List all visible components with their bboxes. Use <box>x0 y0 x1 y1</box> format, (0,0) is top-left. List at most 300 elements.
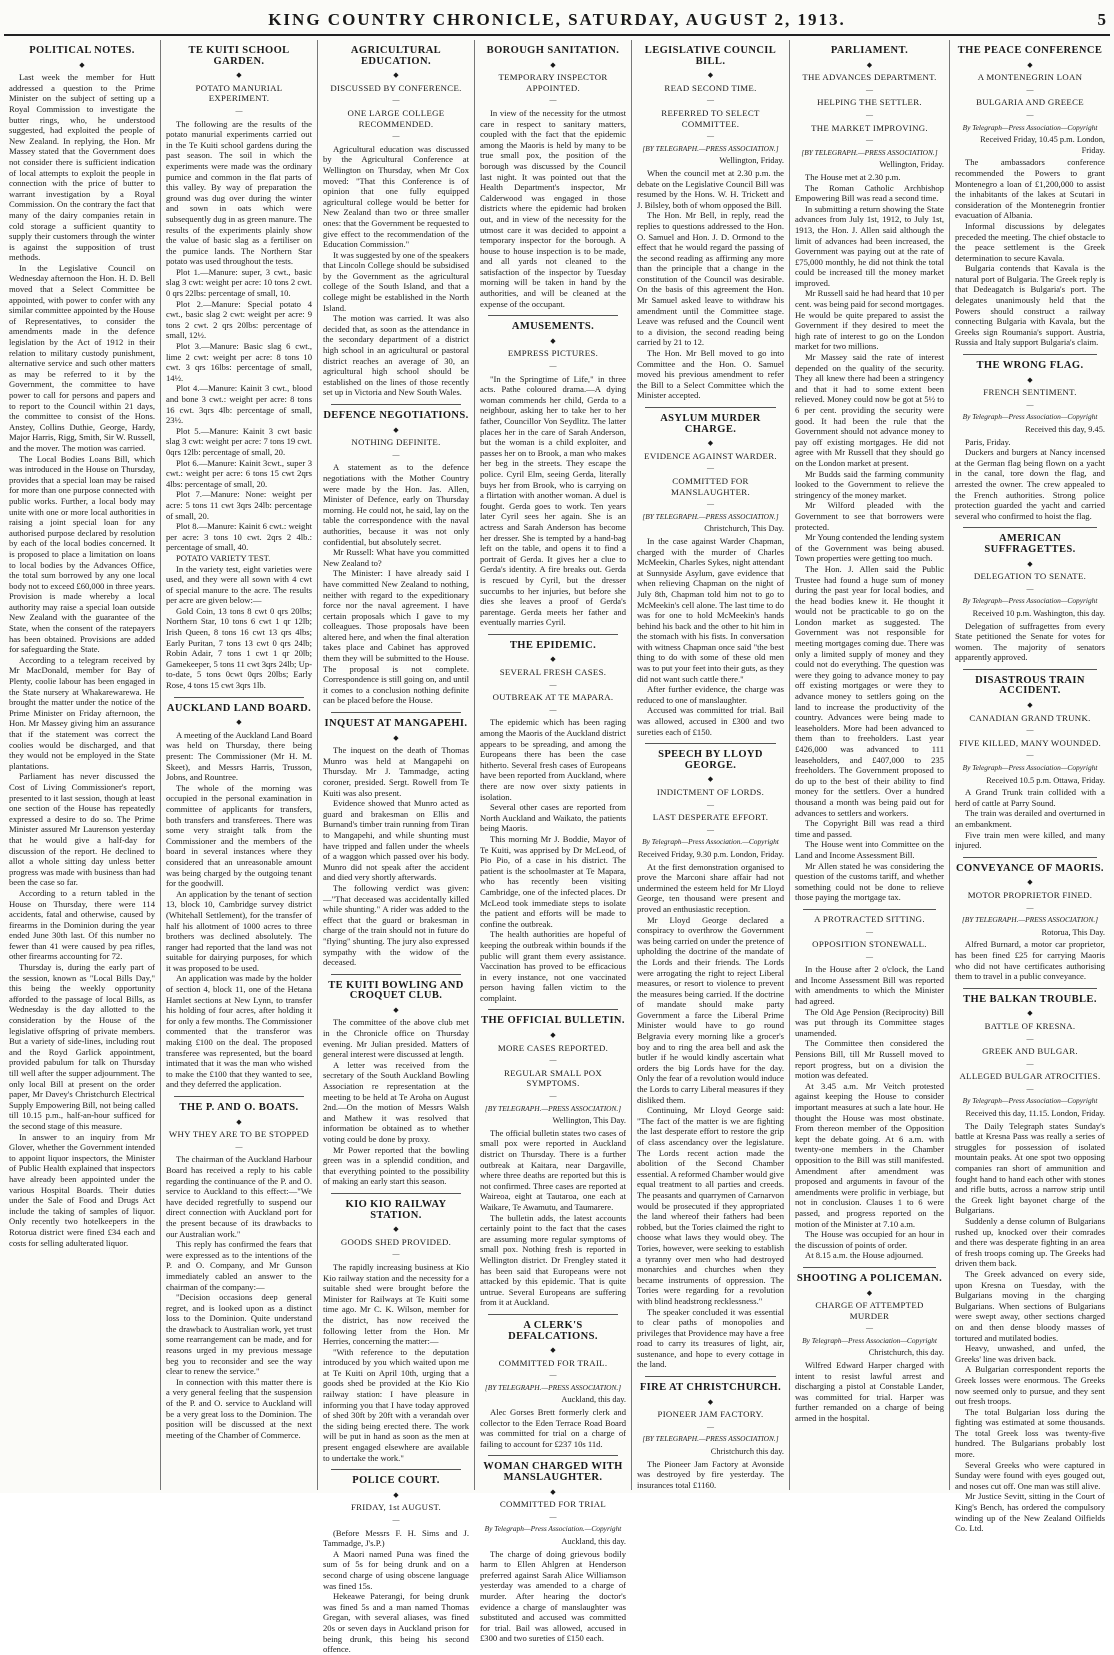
page-number: 5 <box>1097 10 1106 29</box>
article-headline: AMUSEMENTS. <box>511 321 595 333</box>
article <box>9 46 155 1248</box>
article-paragraph: "In the Springtime of Life," in three acts. Pathe coloured drama.—A dying woman commends her child, Gerda to a neighbour, asking her to take her to her father, Councillor Von Seydlitz. The latter places her in the care of Sarah Anderson, but the woman is a child exploiter, and passes her on to Brook, a man who makes her beg in the streets. They escape the police. Cyril Elm, seeing Gerda, literally buys her from Brook, who is carrying on a flirtation with another woman. A duel is fought. Gerda goes to work. Ten years later Cyril sees her again. She is an actress and Sarah Anderson has become her dresser. She is tempted by a hand-bag left on the table, and opens it to find a portrait of Gerda. It gives her a clue to Gerda's identity. A fire breaks out. Gerda is rescued by Cyril, but the dresser succumbs to her injuries, but before she dies she leaves a proof of Gerda's parentage. Gerda meets her father and eventually marries Cyril. <box>480 373 626 628</box>
article-paragraph: At 8.15 a.m. the House adjourned. <box>805 1250 924 1261</box>
article-headline: A CLERK'S DEFALCATIONS. <box>508 1319 598 1342</box>
article-divider <box>331 974 461 975</box>
article-divider <box>331 1469 461 1470</box>
subheading-rule: — <box>392 96 400 105</box>
press-credit: [BY TELEGRAPH.—PRESS ASSOCIATION.] <box>961 915 1099 925</box>
article-headline: TE KUITI BOWLING AND CROQUET CLUB. <box>328 979 464 1002</box>
article <box>480 1314 626 1450</box>
article-paragraph: The Hon. Mr Bell, in reply, read the replies to questions addressed to the Hon. O. Samuel and Hon. J. D. Ormond to the effect that he would regard the passing of the second reading as affirming any more than the principle that a change in the constitution of the Council was desirable. On the basis of this agreement the Hon. Mr Samuel asked leave to withdraw his amendment until the Committee stage. Leave was refused and the Council went to a division, the second reading being carried by 21 to 12. <box>637 210 784 348</box>
article-paragraph: Paris, Friday. <box>965 436 1011 447</box>
subheading-rule: — <box>549 680 557 689</box>
article <box>480 315 626 628</box>
article-paragraph: The whole of the morning was occupied in the personal examination in committee of applicants for transfers, both transfers and transferees. There was some very straight talk from the Commissioner and the members of the board in several instances where they considered that an unreasonable amount was being charged by the outgoing tenant for the goodwill. <box>166 782 312 889</box>
press-credit: By Telegraph—Press Association—Copyright <box>962 596 1098 606</box>
article-paragraph: Accused was committed for trial. Bail was allowed, accused in £300 and two sureties each of £150. <box>637 705 784 737</box>
article-subheading: SEVERAL FRESH CASES. <box>499 667 607 678</box>
article-paragraph: Mr Budds said the farming community looked to the Government to relieve the stringency of the money market. <box>795 468 944 500</box>
article <box>637 46 784 401</box>
article-paragraph: According to a telegram received by Mr MacDonald, member for Bay of Plenty, coolie labour has been engaged in the State nursery at Whakarewarewa. He brought the matter under the notice of the Prime Minister on Friday afternoon, the Hon. Mr Massey giving him an assurance that if the statement was correct the coolies would be discharged, and that they would not be employed in the State plantations. <box>9 654 155 771</box>
dateline: Wellington, This Day. <box>552 1116 626 1126</box>
article <box>323 404 469 706</box>
article-paragraph: Evidence showed that Munro acted as guard and brakesman on Ellis and Burnand's timber train running from Tiran to Mangapehi, and while shunting must have tripped and fallen under the wheels of a waggon which passed over his body. Munro did not speak after the accident and died very shortly afterwards. <box>323 798 469 883</box>
article-divider <box>488 1455 618 1456</box>
article-headline: FIRE AT CHRISTCHURCH. <box>639 1382 782 1394</box>
article-headline: AGRICULTURAL EDUCATION. <box>350 45 442 67</box>
press-credit: By Telegraph—Press Association—Copyright <box>962 1096 1098 1106</box>
dateline: Received 10.5 p.m. Ottawa, Friday. <box>986 775 1105 785</box>
subheading-rule: — <box>866 927 873 936</box>
article-subheading: POTATO MANURIAL EXPERIMENT. <box>195 82 283 104</box>
article-paragraph: Gold Coin, 13 tons 8 cwt 0 qrs 20lbs; Northern Star, 10 tons 6 cwt 1 qr 12lb; Irish Queen, 8 tons 16 cwt 13 qrs 4lbs; Early Puritan, 7 tons 13 cwt 0 qrs 24lb; Robin Adair, 7 tons 1 cwt 1 qr 20lb; Gamekeeper, 5 tons 11 cwt 3qrs 24lb; Up-to-date, 5 tons 0cwt 0qrs 20lbs; Early Rose, 4 tons 15 cwt 3qrs 1lb. <box>166 605 312 691</box>
article-paragraph: In the variety test, eight varieties were used, and they were all sown with 4 cwt of special manure to the acre. The results per acre are given below:— <box>166 563 312 606</box>
article-paragraph: Wilfred Edward Harper charged with intent to resist lawful arrest and discharging a pistol at Constable Lander, was committed for trial. Harper was further remanded on a charge of being armed in the hospital. <box>795 1360 944 1424</box>
dateline: Auckland, this day. <box>561 1537 626 1546</box>
article-paragraph: A Maori named Puna was fined the sum of 5s for being drunk and on a second charge of using obscene language was fined 15s. <box>323 1548 469 1591</box>
article-paragraph: The committee of the above club met in the Chronicle office on Thursday evening. Mr Julian presided. Matters of general interest were discussed at length. <box>323 1017 469 1060</box>
article-headline: PARLIAMENT. <box>830 45 909 56</box>
subheading-rule: — <box>866 85 873 94</box>
article-paragraph: Several other cases are reported from North Auckland and Waikato, the patients being Maoris. <box>480 802 626 834</box>
article-divider <box>331 712 461 713</box>
article-paragraph: In the House after 2 o'clock, the Land and Income Assessment Bill was reported with amendments to which the Minister had agreed. <box>795 964 944 1007</box>
article <box>480 46 626 309</box>
article-paragraph: In answer to an inquiry from Mr Glover, whether the Government intended to appoint liquor inspectors, the Minister of Public Health explained that inspectors have already been appointed under the various Hospital Boards. Their duties under the Sale of Food and Drugs Act include the taking of samples of liquor. Only recently two hotelkeepers in the Rotorua district were fined £34 each and costs for selling adulterated liquor. <box>9 1131 155 1248</box>
article-subheading: EMPRESS PICTURES. <box>507 348 599 359</box>
article-divider <box>331 404 461 405</box>
article-paragraph: Mr Lloyd George declared a conspiracy to overthrow the Government was being carried on under the pretence of upholding the doctrine of the mandate of the Lords and their friends. The Lords were arrogating the right to reject Liberal measures, or resort to violence to prevent the measures being carried. If the doctrine of mandate should make party Government a farce the Liberal Prime Minister would have to go round Belgravia every morning like a grocer's boy and to ring the area bell and ask the butler if he would kindly ascertain what orders the big Lords have for the day. Only the fear of a revolution would induce the Lords to carry Liberal measures if they disliked them. <box>637 914 784 1105</box>
article <box>955 46 1105 348</box>
subheading-rule: — <box>549 362 557 371</box>
article <box>323 1193 469 1463</box>
article-paragraph: Plot 3.—Manure: Basic slag 6 cwt., lime 2 cwt: weight per acre: 8 tons 10 cwt. 3 qrs 16lbs: percentage of small, 14½. <box>166 341 312 383</box>
article-subheading: REGULAR SMALL POX SYMPTOMS. <box>503 1067 603 1089</box>
article-paragraph: The House met at 2.30 p.m. <box>805 171 901 182</box>
article-headline: POLITICAL NOTES. <box>29 45 135 56</box>
subheading-rule: — <box>1026 110 1034 119</box>
article-paragraph: The Greek advanced on every side, upon Kresna on Tuesday, with the Bulgarians moving in the charging Bulgarians. When sections of Bulgarians were swept away, other sections charged on and then dense bloody masses of tortured and mutilated bodies. <box>955 1268 1105 1343</box>
article-paragraph: Alec Gorses Brett formerly clerk and collector to the Eden Terrace Road Board was committed for trial on a charge of failing to account for £237 10s 11d. <box>480 1407 626 1449</box>
article-subheading: A PROTRACTED SITTING. <box>814 913 925 924</box>
article <box>480 1455 626 1644</box>
headline-ornament: ◆ <box>1027 878 1033 887</box>
article-subheading: OUTBREAK AT TE MAPARA. <box>492 692 614 703</box>
headline-ornament: ◆ <box>1027 60 1033 69</box>
article-paragraph: The charge of doing grievous bodily harm to Ellen Ahlgren at Henderson preferred against Sarah Alice Williamson yesterday was amended to a charge of murder. After hearing the doctor's evidence a charge of manslaughter was substituted and accused was committed for trial. Bail was allowed, accused in £300 and two sureties of £150 each. <box>480 1548 626 1644</box>
dateline: Auckland, this day. <box>561 1395 626 1405</box>
article-subheading: FRENCH SENTIMENT. <box>983 387 1077 398</box>
column-4 <box>475 40 632 1644</box>
article-subheading: GREEK AND BULGAR. <box>982 1046 1078 1057</box>
subheading-rule: — <box>1026 1034 1034 1043</box>
dateline: Wellington, Friday. <box>879 160 944 170</box>
dateline: Christchurch this day. <box>710 1447 784 1457</box>
subheading-rule: — <box>707 132 714 141</box>
press-credit: [BY TELEGRAPH.—PRESS ASSOCIATION.] <box>484 1103 622 1113</box>
subheading-rule: — <box>1026 726 1034 735</box>
headline-ornament: ◆ <box>866 1288 873 1297</box>
article <box>955 669 1105 851</box>
article-subheading: THE ADVANCES DEPARTMENT. <box>802 72 937 83</box>
dateline: Received 10 p.m. Washington, this day. <box>972 608 1105 618</box>
article-paragraph: (Before Messrs F. H. Sims and J. Tammadge, J's.P.) <box>323 1527 469 1549</box>
article-subheading: EVIDENCE AGAINST WARDER. <box>644 450 777 461</box>
press-credit: [BY TELEGRAPH.—PRESS ASSOCIATION.] <box>642 511 779 521</box>
article-subheading: ALLEGED BULGAR ATROCITIES. <box>959 1071 1101 1082</box>
masthead-rule <box>4 34 1110 36</box>
subheading-rule: — <box>549 705 557 714</box>
article-paragraph: The House was occupied for an hour in the discussion of points of order. <box>795 1229 944 1250</box>
subheading-rule: — <box>707 1422 714 1431</box>
article-headline: THE WRONG FLAG. <box>976 360 1084 372</box>
press-credit: By Telegraph—Press Association—Copyright <box>962 763 1098 773</box>
article-paragraph: After further evidence, the charge was reduced to one of manslaughter. <box>637 684 784 705</box>
article-divider <box>174 1096 304 1097</box>
article-paragraph: Plot 8.—Manure: Kainit 6 cwt.: weight per acre: 3 tons 10 cwt. 2qrs 2 4lb.: percentage of small, 40. <box>166 521 312 553</box>
article-subheading: DELEGATION TO SENATE. <box>973 571 1087 582</box>
article-divider <box>963 669 1097 670</box>
headline-ornament: ◆ <box>393 733 399 742</box>
article-paragraph: The House went into Committee on the Land and Income Assessment Bill. <box>795 839 944 860</box>
article-subheading: COMMITTED FOR MANSLAUGHTER. <box>671 475 750 497</box>
article-paragraph: The Hon. J. Allen said the Public Trustee had found a huge sum of money during the past year for local bodies, and the head bodies knew it. He thought it would not be practicable to go on the London market as suggested. The Government was not responsible for meeting mortgages coming due. There was only a limited supply of money and they could not do everything. The question was were they going to advance money to pay off existing mortgages or were they to advance money to settlers going on the land to increase the productivity of the country. Advances were being made to leaseholders. More had been advanced to them than to freeholders. Last year £426,000 was advanced to 111 leaseholders, and £407,000 to 235 freeholders. The Government proposed to do up to the best of their ability to find money for the settlers. Over a hundred thousand a month was being paid out for advances to settlers and workers. <box>795 563 944 818</box>
subheading-rule: — <box>549 1371 557 1380</box>
article-divider <box>488 315 618 316</box>
article-paragraph: Plot 4.—Manure: Kainit 3 cwt., blood and bone 3 cwt.: weight per acre: 8 tons 16 cwt. 3qrs 4lb: percentage of small, 23½. <box>166 383 312 426</box>
column-7 <box>950 40 1110 1534</box>
article-subheading: COMMITTED FOR TRIAL <box>499 1499 607 1510</box>
subheading-rule: — <box>707 800 714 809</box>
headline-ornament: ◆ <box>550 1346 556 1355</box>
article-divider <box>963 857 1097 858</box>
article-headline: INQUEST AT MANGAPEHI. <box>324 718 468 730</box>
article-paragraph: The following verdict was given:—"That deceased was accidentally killed while shunting." A rider was added to the effect that the guard or brakesman in charge of the train should not in future do "flying" shunting. The jury also expressed sympathy with the widow of the deceased. <box>323 882 469 968</box>
article <box>637 407 784 737</box>
article-paragraph: An application was made by the holder of section 4, block 11, one of the Hetana Hamlet sections at New Lynn, to transfer his holding of four acres, after holding it for only a few months. The Commissioner commented that the transferor was making £100 on the deal. The proposed transferee was represented, but the board intimated that it was the man who wished to make the £100 that they wanted to see, and they deferred the application. <box>166 973 312 1090</box>
press-credit: By Telegraph—Press Association—Copyright <box>962 412 1098 422</box>
article-paragraph: The Hon. Mr Bell moved to go into Committee and the Hon. O. Samuel moved his previous amendment to refer the Bill to a Select Committee which the Minister accepted. <box>637 348 784 401</box>
article-headline: DISASTROUS TRAIN ACCIDENT. <box>975 674 1085 697</box>
column-5 <box>632 40 790 1490</box>
article-subheading: PIONEER JAM FACTORY. <box>657 1409 764 1420</box>
article-paragraph: The Copyright Bill was read a third time and passed. <box>795 818 944 839</box>
article-paragraph: According to a return tabled in the House on Thursday, there were 114 accidents, fatal and otherwise, caused by firearms in the Dominion during the year ended June 30th last. Of this number no fewer than 41 were caused by pea rifles, other firearms accounting for 72. <box>9 887 155 962</box>
article-paragraph: In the Legislative Council on Wednesday afternoon the Hon. H. D. Bell moved that a Select Committee be appointed, with power to confer with any similar committee appointed by the House of Representatives, to consider the amendments made in the defence legislation by the Act of 1912 in their relation to military custody punishment, alternative service and such other matters as may be referred to it by the Government, the committee to have power to call for persons and papers and to report to the Council within 21 days, the committee to consist of the Hons. Anstey, Collins Duthie, George, Hardy, Major Harris, Rigg, Smith, Sir W. Russell, and the mover. The motion was carried. <box>9 262 155 453</box>
headline-ornament: ◆ <box>707 71 714 80</box>
article-divider <box>174 697 304 698</box>
press-credit: [BY TELEGRAPH.—PRESS ASSOCIATION.] <box>801 147 938 157</box>
subheading-rule: — <box>235 1142 243 1151</box>
subheading-rule: — <box>707 825 714 834</box>
headline-ornament: ◆ <box>393 1490 399 1499</box>
article <box>955 527 1105 663</box>
article-paragraph: The train was derailed and overturned in an embankment. <box>955 808 1105 829</box>
article <box>795 1267 944 1424</box>
article-paragraph: Plot 2.—Manure: Special potato 4 cwt., basic slag 2 cwt: weight per acre: 9 tons 2 cwt. 2 qrs 20lbs: percentage of small, 12½. <box>166 298 312 341</box>
article <box>637 1376 784 1490</box>
article-paragraph: Alfred Burnard, a motor car proprietor, has been fined £25 for carrying Maoris who did not have certificates authorising them to travel in a public conveyance. <box>955 939 1105 982</box>
article <box>955 857 1105 982</box>
press-credit: [BY TELEGRAPH.—PRESS ASSOCIATION.] <box>484 1382 622 1392</box>
subheading-rule: — <box>866 952 873 961</box>
article <box>166 1096 312 1440</box>
article-paragraph: The following are the results of the potato manurial experiments carried out in the Te Kuiti school gardens during the past season. The soil in which the experiments were made was the ordinary pumice and common in the flat parts of this valley. By way of preparation the ground was dug over during the winter and sown in oats which were subsequently dug in as green manure. The results of the experiments plainly show the value of basic slag as a fertiliser on the pumice lands. The Northern Star potato was used throughout the tests. <box>166 118 312 267</box>
subheading-rule: — <box>392 1516 400 1524</box>
article <box>955 354 1105 521</box>
article-paragraph: Plot 7.—Manure: None: weight per acre: 5 tons 11 cwt 3qrs 24lb: percentage of small, 20. <box>166 489 312 521</box>
article <box>323 46 469 398</box>
article-paragraph: It was suggested by one of the speakers that Lincoln College should be subsidised by the Government as the agricultural college of the South Island, and that a college might be established in the North Island. <box>323 249 469 313</box>
article-paragraph: Five train men were killed, and many injured. <box>955 829 1105 851</box>
article-divider <box>488 634 618 635</box>
headline-ornament: ◆ <box>1027 1009 1033 1018</box>
headline-ornament: ◆ <box>707 439 714 448</box>
article-divider <box>963 988 1097 989</box>
article <box>480 634 626 1004</box>
column-2 <box>161 40 318 1490</box>
article-paragraph: Suddenly a dense column of Bulgarians rushed up, knocked over their comrades and there was desperate fighting in an area of fresh troops coming up. The Greeks had driven them back. <box>955 1216 1105 1269</box>
article-paragraph: Mr Allen stated he was considering the question of the customs tariff, and whether something could not be done to relieve those paying the mortgage tax. <box>795 860 944 903</box>
article-headline: TE KUITI SCHOOL GARDEN. <box>188 45 290 67</box>
subheading-rule: — <box>1026 1084 1034 1093</box>
article-paragraph: Thursday is, during the early part of the session, known as "Local Bills Day," this being the weekly opportunity afforded to the passage of local Bills, as Wednesday is the day allotted to the consideration by the House of the legislative offspring of private members. But a variety of side-lines, including rout and the Royd Garlick appointment, provided pabulum for talk on Thursday till well after the supper adjournment. The only local Bill at present on the order paper, Mr Davey's Christchurch Electrical Supply Empowering Bill, not being called till 10.15 p.m., half-an-hour sufficed for the second stage of this measure. <box>9 962 155 1131</box>
subheading-rule: — <box>707 96 714 105</box>
article-subheading: HELPING THE SETTLER. <box>817 97 922 108</box>
article-subheading: WHY THEY ARE TO BE STOPPED <box>168 1129 310 1140</box>
article-paragraph: A Bulgarian correspondent reports the Greek losses were enormous. The Greeks now seemed only to pursue, and they sent out fresh troops. <box>955 1364 1105 1407</box>
subheading-rule: — <box>866 110 873 119</box>
dateline: Received Friday, 9.30 p.m. London, Friday. <box>637 849 784 859</box>
article <box>323 974 469 1187</box>
masthead <box>0 0 1114 40</box>
dateline: Received this day, 11.15. London, Friday. <box>965 1109 1105 1119</box>
article-paragraph: Heavy, unwashed, and unfed, the Greeks' line was driven back. <box>955 1343 1105 1364</box>
article-divider <box>645 407 776 408</box>
article-headline: THE PEACE CONFERENCE <box>957 45 1103 56</box>
subheading-rule: — <box>392 1250 400 1259</box>
subheading-rule: — <box>549 96 557 105</box>
column-6 <box>790 40 950 1490</box>
subheading-rule: — <box>866 136 873 145</box>
press-credit: [BY TELEGRAPH.—PRESS ASSOCIATION.] <box>642 1434 779 1444</box>
headline-ornament: ◆ <box>550 1487 556 1496</box>
article-paragraph: An application by the tenant of section 13, block 10, Cambridge survey district (Whitehall Settlement), for the transfer of half his allotment of 1000 acres to three brothers was declined absolutely. The ranger had reported that the land was not suitable for dairying purposes, for which it was proposed to be used. <box>166 888 312 973</box>
article-paragraph: The Local Bodies Loans Bill, which was introduced in the House on Thursday, provides that a special loan may be raised for more than one purpose connected with public works. Further, a local body may unite with one or more local authorities in raising a joint special loan for any authorised purpose declared by resolution by each of the local bodies concerned. It is proposed to place a limitation on loans to local bodies by the Advances Office, the total sum borrowed by any one local body not to exceed £60,000 in three years. Provision is made whereby a local authority may raise a special loan outside New Zealand with the guarantee of the State, when the consent of the ratepayers has been obtained. Provisions are added for safeguarding the State. <box>9 453 155 655</box>
article-paragraph: A meeting of the Auckland Land Board was held on Thursday, there being present: The Commissioner (Mr H. M. Skeet), and Messrs Harris, Trusson, Jobns, and Rountree. <box>166 729 312 783</box>
headline-ornament: ◆ <box>393 425 399 434</box>
article-paragraph: This morning Mr J. Boddie, Mayor of Te Kuiti, was apprised by Dr McLeod, of Pio Pio, of a case in his district. The patient is the schoolmaster at Te Mapara, who has recently been visiting Cambridge, one of the infected places. Dr McLeod took immediate steps to isolate the patient and efforts will be made to confine the outbreak. <box>480 833 626 929</box>
subheading-rule: — <box>392 450 400 459</box>
article-paragraph: Mr Wilford pleaded with the Government to see that borrowers were protected. <box>795 500 944 532</box>
article <box>166 697 312 1090</box>
headline-ornament: ◆ <box>1027 559 1033 568</box>
headline-ornament: ◆ <box>550 655 556 664</box>
article-subheading: GOODS SHED PROVIDED. <box>340 1236 452 1247</box>
article-paragraph: Mr Young contended the lending system of the Government was being abused. Town properties were getting too much. <box>795 532 944 564</box>
article-subheading: ONE LARGE COLLEGE RECOMMENDED. <box>347 107 445 129</box>
article-headline: THE P. AND O. BOATS. <box>179 1102 299 1113</box>
article-headline: THE OFFICIAL BULLETIN. <box>481 1015 625 1027</box>
article-paragraph: In view of the necessity for the utmost care in respect to sanitary matters, coupled with the fact that the epidemic among the Maoris is held by many to be true small pox, the position of the borough was discussed by the Council last night. It was pointed out that the Health Department's inspector, Mr Calderwood was engaged in those districts where the epidemic had broken out, and in view of the necessity for the utmost care it was decided to appoint a temporary inspector for the borough. A house to house inspection is to be made, and all yards not cleaned to the satisfaction of the inspector by Tuesday morning will be taken in hand by the authorities, and will be cleaned at the expense of the occupant. <box>480 107 626 309</box>
article-divider <box>645 1376 776 1377</box>
article <box>480 1009 626 1307</box>
article-headline: AUCKLAND LAND BOARD. <box>166 702 312 714</box>
headline-ornament: ◆ <box>393 1225 399 1234</box>
article-subheading: INDICTMENT OF LORDS. <box>656 787 765 797</box>
article-headline: BOROUGH SANITATION. <box>486 45 620 56</box>
article-paragraph: Mr Massey said the rate of interest depended on the quality of the security. They all knew there had been a stringency and that it had to some extent been relieved. Money could now be got at 5½ to 6 per cent. providing the security were good. It had been the rule that the Government should not advance money to pay off existing mortgages. He did not agree with Mr Russell that they should go on the London market at present. <box>795 352 944 468</box>
article-divider <box>963 354 1097 355</box>
article-divider <box>803 909 936 910</box>
subheading-rule: — <box>549 1512 557 1521</box>
article-paragraph: Mr Russell: What have you committed New Zealand to? <box>323 547 469 568</box>
article-subheading: FRIDAY, 1st AUGUST. <box>350 1502 442 1513</box>
article-headline: WOMAN CHARGED WITH MANSLAUGHTER. <box>483 1461 623 1484</box>
article-paragraph: Plot 5.—Manure: Kainit 3 cwt basic slag 3 cwt: weight per acre: 7 tons 19 cwt. 0qrs 12lb: percentage of small, 20. <box>166 425 312 457</box>
article-paragraph: Delegation of suffragettes from every State petitioned the Senate for votes for women. The majority of senators apparently approved. <box>955 620 1105 663</box>
article <box>637 743 784 1370</box>
article-paragraph: In submitting a return showing the State advances from July 1st, 1912, to July 1st, 1913, the Hon. J. Allen said although the limit of advances had been increased, the Government was paying out at the rate of £75,000 monthly, he did not think the total could be increased till the money market improved. <box>795 203 944 288</box>
article <box>323 712 469 968</box>
article-subheading: BATTLE OF KRESNA. <box>984 1020 1076 1031</box>
dateline: Christchurch, this day. <box>868 1348 944 1358</box>
article-paragraph: The Roman Catholic Archbishop Empowering Bill was read a second time. <box>795 182 944 204</box>
article-paragraph: "Decision occasions deep general regret, and is looked upon as a distinct loss to the Dominion. Quite understand the drawback to Australian work, yet trust some rearrangement can be made, and for reasons urged in my previous message beg you to reconsider and see the way clear to renew the service." <box>166 1292 312 1377</box>
article-divider <box>488 1314 618 1315</box>
headline-ornament: ◆ <box>1027 701 1033 710</box>
article-paragraph: This reply has confirmed the fears that were expressed as to the intentions of the P. and O. Company, and Mr Gunson immediately cabled an answer to the chairman of the company:— <box>166 1239 312 1292</box>
subheading-rule: — <box>549 1056 557 1065</box>
article-paragraph: Mr Power reported that the bowling green was in a splendid condition, and that everything pointed to the possibility of making an early start this season. <box>323 1144 469 1187</box>
headline-ornament: ◆ <box>236 1117 242 1126</box>
article-paragraph: "With reference to the deputation introduced by you which waited upon me at Te Kuiti on April 10th, urging that a goods shed be provided at the Kio Kio railway station: I have pleasure in informing you that I have today approved of shed 30ft by 20ft with a verandah over the siding being erected there. The work will be put in hand as soon as the men at present engaged elsewhere are available to undertake the work." <box>323 1346 469 1463</box>
press-credit: By Telegraph—Press Association—Copyright <box>802 1335 937 1345</box>
press-credit: By Telegraph—Press Association.—Copyright <box>642 837 779 847</box>
article-paragraph: A letter was received from the secretary of the South Auckland Bowling Association re representation at the meeting to be held at Te Aroha on August 2nd.—On the motion of Messrs Walsh and Mathew it was resolved that information be obtained as to whether voting could be done by proxy. <box>323 1059 469 1144</box>
headline-ornament: ◆ <box>866 60 873 69</box>
headline-ornament: ◆ <box>79 60 85 69</box>
subheading-rule: — <box>235 106 243 115</box>
article-subheading: MOTOR PROPRIETOR FINED. <box>967 889 1093 900</box>
article-subheading: A MONTENEGRIN LOAN <box>977 72 1083 83</box>
article <box>323 1469 469 1655</box>
headline-ornament: ◆ <box>550 1031 556 1040</box>
article-paragraph: The Pioneer Jam Factory at Avonside was destroyed by fire yesterday. The insurances total £1160. <box>637 1458 784 1490</box>
article-divider <box>645 743 776 744</box>
article <box>795 46 944 903</box>
article-headline: SPEECH BY LLOYD GEORGE. <box>658 749 763 771</box>
article-subheading: MORE CASES REPORTED. <box>497 1042 609 1053</box>
article-paragraph: At 3.45 a.m. Mr Veitch protested against keeping the House to consider important measures at such a late hour. He thought the House was most obstinate. From thereon member of the Opposition kept the debate going. At 6 a.m. with twenty-one members in the Chamber opposition to the Bill was still manifested. Amendment after amendment was proposed and arguments in favour of the amendments were prolific in verbiage, but not in conclusion. Clauses 1 to 6 were passed, and progress reported on the motion of the Minister at 7.10 a.m. <box>795 1080 944 1229</box>
article-subheading: BULGARIA AND GREECE <box>976 97 1084 108</box>
article-paragraph: Plot 6.—Manure: Kainit 3cwt., super 3 cwt.: weight per acre: 6 tons 15 cwt 2qrs 4lbs: percentage of small, 20. <box>166 457 312 489</box>
article-headline: ASYLUM MURDER CHARGE. <box>660 413 761 435</box>
dateline: Rotorua, This Day. <box>1041 927 1105 937</box>
article-paragraph: The inquest on the death of Thomas Munro was held at Mangapehi on Thursday. Mr J. Tammadge, acting coroner, presided. Sergt. Rowell from Te Kuiti was also present. <box>323 745 469 798</box>
article-paragraph: Parliament has never discussed the Cost of Living Commissioner's report, presented to it last session, though at least one section of the House has repeatedly expressed a desire to do so. The Prime Minister assured Mr Laurenson yesterday that he would give a half-day for discussion of the report. He declined to allot a whole sitting day unless better progress was made with business than had been the case so far. <box>9 771 155 888</box>
subheading-rule: — <box>707 464 714 473</box>
subheading-rule: — <box>1026 1059 1034 1068</box>
article-headline: CONVEYANCE OF MAORIS. <box>956 862 1104 874</box>
article-paragraph: At the first demonstration organised to prove the Marconi share affair had not undermined the esteem held for Mr Lloyd George, ten thousand were present and proved an enthusiastic reception. <box>637 861 784 914</box>
article-headline: AMERICAN SUFFRAGETTES. <box>984 533 1076 555</box>
article-headline: THE BALKAN TROUBLE. <box>963 993 1097 1005</box>
article-paragraph: The motion was carried. It was also decided that, as soon as the attendance in the secondary department of a district high school in an agricultural or pastoral district reaches an average of 30, an agricultural high school should be established on the lines of those recently set up in Victoria and New South Wales. <box>323 313 469 398</box>
article-paragraph: The Daily Telegraph states Sunday's battle at Kresna Pass was really a series of struggles for possession of isolated mountain peaks. At one spot two opposing companies ran short of ammunition and fought hand to hand each other with stones and rifle butts, across a narrow strip until the Greek light bayonet charge of the Bulgarians. <box>955 1120 1105 1216</box>
article-subheading: DISCUSSED BY CONFERENCE. <box>330 82 462 93</box>
subheading-rule: — <box>1026 751 1034 760</box>
article-paragraph: Bulgaria contends that Kavala is the natural port of Bulgaria. The Greek reply is that Dedeagatch is Bulgaria's port. The delegates unanimously held that the Powers should construct a railway connecting Bulgaria with Kavala, but the Greeks sign Roumania's support. Austria, Russia and Italy support Bulgaria's claim. <box>955 263 1105 348</box>
subheading-rule: — <box>549 1092 557 1101</box>
dateline: Wellington, Friday. <box>719 156 784 166</box>
headline-ornament: ◆ <box>550 60 556 69</box>
subheading-rule: — <box>1026 584 1034 593</box>
headline-ornament: ◆ <box>236 718 242 727</box>
article-paragraph: Continuing, Mr Lloyd George said: "The fact of the matter is we are fighting the last desperate effort to restore the grip of class ascendancy over the legislature. The Lords recent action made the abolition of the Second Chamber essential. A reformed Chamber would give equal treatment to all parties and creeds. The peasants and quarrymen of Carnarvon would be prosecuted if they appropriated the land whereof their fathers had been robbed, but the Tories claimed the right to choose what laws they would obey. The Tories, however, were seeking to establish a tyranny over men who had destroyed monarchies and churches when they became instruments of oppression. The Tories were regarding for a revolution with blind headstrong recklessness." <box>637 1105 785 1306</box>
article-headline: DEFENCE NEGOTIATIONS. <box>323 410 469 421</box>
dateline: Christchurch, This Day. <box>704 524 784 534</box>
headline-ornament: ◆ <box>393 71 399 80</box>
article-paragraph: The bulletin adds, the latest accounts certainly point to the fact that the cases are assuming more regular symptoms of small pox. Nothing fresh is reported in Wellington district. Dr Frengley stated it has been said that Europeans were not attacked by this epidemic. That is quite untrue. Several Europeans are suffering from it at Auckland. <box>480 1212 626 1308</box>
article-paragraph: The Old Age Pension (Reciprocity) Bill was put through its Committee stages unamended. <box>795 1006 944 1038</box>
article-subheading: LAST DESPERATE EFFORT. <box>652 812 769 823</box>
article-paragraph: Plot 1.—Manure: super, 3 cwt., basic slag 3 cwt: weight per acre: 10 tons 2 cwt. 0 qrs 22lbs: percentage of small, 10. <box>166 266 312 299</box>
headline-ornament: ◆ <box>550 336 556 345</box>
article-paragraph: A statement as to the defence negotiations with the Mother Country were made by the Hon. Jas. Allen, Minister of Defence, early on Thursday morning. He could not, he said, lay on the table the correspondence with the naval authorities, because it was not only confidential, but absolutely secret. <box>323 462 469 547</box>
article-paragraph: Hekeawe Paterangi, for being drunk was fined 5s and a man named Thomas Gregan, with several aliases, was fined 20s or seven days in Auckland prison for being drunk, this being his second offence. <box>323 1591 469 1655</box>
article-paragraph: Duckers and burgers at Nancy incensed at the German flag being flown on a yacht in the canal, tore down the flag, and arrested the owner. The crew appealed to the French authorities. Strong police protection guarded the yacht and carried several who confirmed to hoist the flag. <box>955 447 1105 521</box>
article-subheading: OPPOSITION STONEWALL. <box>812 939 927 950</box>
masthead-title: KING COUNTRY CHRONICLE, SATURDAY, AUGUST 2, 1913. <box>268 10 846 29</box>
article-paragraph: The official bulletin states two cases of small pox were reported in Auckland district on Thursday. There is a further outbreak at Kaitara, near Dargaville, where three deaths are reported but this is not confirmed. Three cases are reported at Waireoa, eight at Tautaroa, one each at Waikare, Te Awamutu, and Taumarere. <box>480 1127 626 1212</box>
article-paragraph: The epidemic which has been raging among the Maoris of the Auckland district appears to be spreading, and among the Europeans there has been the case hitherto. Several fresh cases of Europeans have been reported from Auckland, where there are now over sixty patients in isolation. <box>480 717 626 802</box>
subheading-rule: — <box>1026 903 1034 912</box>
article-paragraph: The rapidly increasing business at Kio Kio railway station and the necessity for a suitable shed were brought before the Minister for Railways at Te Kuiti some time ago. Mr C. K. Wilson, member for the district, has now received the following letter from the Hon. Mr Herries, concerning the matter:— <box>323 1261 469 1347</box>
subheading-rule: — <box>866 1324 873 1333</box>
article-paragraph: Agricultural education was discussed by the Agricultural Conference at Wellington on Thursday, when Mr Cox moved: "That this Conference is of opinion that one fully equipped agricultural college would be better for New Zealand than two or three smaller ones: that the Government be requested to give effect to the recommendation of the Education Commission." <box>323 143 469 250</box>
dateline: Received this day, 9.45. <box>1025 425 1105 434</box>
article-paragraph: The speaker concluded it was essential to clear paths of monopolies and privileges that Providence may have a free road to carry its treasures of light, air, sustenance, and hope to every cottage in the land. <box>637 1306 784 1370</box>
column-3 <box>318 40 475 1655</box>
article-headline: SHOOTING A POLICEMAN. <box>796 1272 943 1284</box>
article-paragraph: Informal discussions by delegates preceded the meeting. The chief obstacle to the peace settlement is the Greek determination to secure Kavala. <box>955 220 1105 263</box>
column-1 <box>4 40 161 1490</box>
dateline: Received Friday, 10.45 p.m. London, Friday. <box>980 135 1105 155</box>
headline-ornament: ◆ <box>236 71 242 80</box>
article-paragraph: The health authorities are hopeful of keeping the outbreak within bounds if the public will grant them every assistance. Vaccination has proved to be efficacious in every instance, not one vaccinated person having fallen victim to the complaint. <box>480 929 626 1003</box>
subheading-rule: — <box>1026 85 1034 94</box>
article-subheading: FIVE KILLED, MANY WOUNDED. <box>959 737 1101 748</box>
article-paragraph: Last week the member for Hutt addressed a question to the Prime Minister on the subject of setting up a Royal Commission to investigate the butter rings, who, he understood suggested, had exploited the people of New Zealand. In replying, the Hon. Mr Massey stated that the Government does not consider there is sufficient indication of local attempts to exploit the people in connection with the price of butter to warrant investigation by a Royal Commission. On the contrary the fact that many of the dairy companies retain in cold storage a sufficient quantity to supply their customers through the winter is against the supposition of trust methods. <box>9 72 155 263</box>
article-paragraph: The ambassadors conference recommended the Powers to grant Montenegro a loan of £1,200,000 to assist the inhabitants of the lakes at Scutari in consideration of the Montenegrin frontier evacuation of Albania. <box>955 157 1105 221</box>
article-paragraph: In the case against Warder Chapman, charged with the murder of Charles McMeekin, Charles Sykes, night attendant at Sunnyside Asylum, gave evidence that when relieving Chapman on the night of July 8th, Chapman told him not to go to McMeekin's cell alone. The last time to do was for one to hold McMeekin's hands behind his back and the other to hit him in the stomach with his fists. In conversation with witness Chapman once said "the best thing to do with some of these old men was to put your feet into their guts, as they did not want such cattle there." <box>637 535 784 684</box>
columns-container <box>4 40 1110 1655</box>
article-subheading: REFERRED TO SELECT COMMITTEE. <box>661 107 760 129</box>
article <box>795 909 944 1261</box>
press-credit: By Telegraph—Press Association.—Copyright <box>484 1524 622 1534</box>
article-headline: KIO KIO RAILWAY STATION. <box>345 1198 447 1221</box>
article-paragraph: Mr Russell said he had heard that 10 per cent. was being paid for second mortgages. He would be quite prepared to assist the Government if they desired to meet the high rate of interest to go on the London market for two millions. <box>795 288 944 352</box>
article-subheading: NOTHING DEFINITE. <box>351 437 441 448</box>
article-headline: POLICE COURT. <box>352 1475 440 1487</box>
article-paragraph: A Grand Trunk train collided with a herd of cattle at Parry Sound. <box>955 787 1105 808</box>
article-divider <box>331 1193 461 1194</box>
article-paragraph: The chairman of the Auckland Harbour Board has received a reply to his cable regarding the continuance of the P. and O. service to Auckland to this effect:—"We have decided regretfully to suspend our direct connection with Auckland port for the present because of its drawbacks to our Australian work." <box>166 1154 312 1239</box>
headline-ornament: ◆ <box>707 1397 714 1406</box>
article-divider <box>963 527 1097 528</box>
